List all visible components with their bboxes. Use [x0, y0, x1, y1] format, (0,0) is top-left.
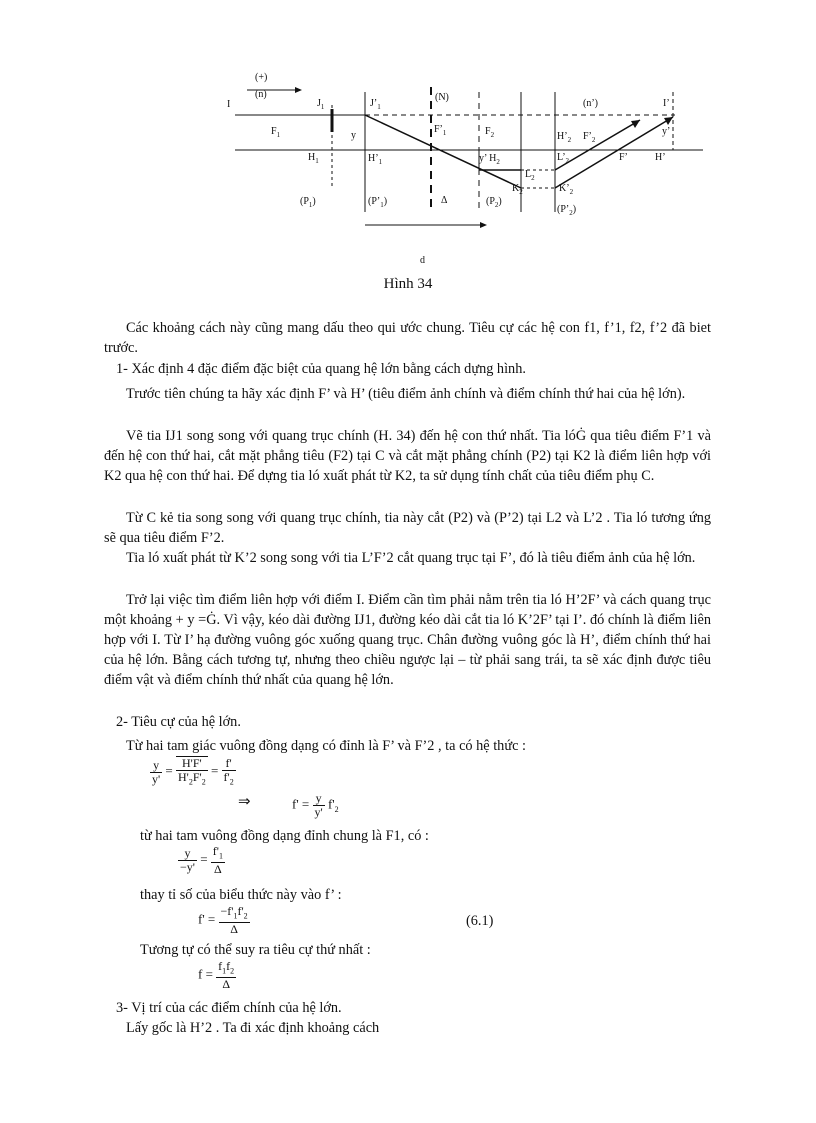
paragraph-11: Lấy gốc là H’2 . Ta đi xác định khoảng cách: [126, 1020, 380, 1036]
label-y: y: [351, 130, 356, 141]
label-d: d: [420, 255, 425, 266]
label-Lp2: $L’_2$: [557, 152, 570, 165]
label-L2: $L_2$: [525, 169, 535, 182]
label-Ip: I’: [663, 98, 670, 109]
eq1-frac-y: $\frac{y}{y'}$: [152, 757, 161, 786]
figure-caption: Hình 34: [383, 276, 433, 292]
sign-arrowhead: [295, 87, 302, 93]
equation-2: f' = $\frac{y}{y'}$ $f'_2$: [292, 791, 339, 819]
label-yp: y’: [662, 126, 671, 137]
label-Fp: F’: [619, 152, 628, 163]
paragraph-6: Trở lại việc tìm điểm liên hợp với điểm I. Điểm cần tìm phải nằm trên tia ló H’2F’ và cách quang trục một khoảng + y =Ġ. Vì vậy, kéo dài đường IJ1, đường kéo dài cắt tia ló K’2F’ tại I’. đó chính là điểm liên hợp với I. Từ I’ hạ đường vuông góc xuống quang trục. Chân đường vuông góc là H’, điểm chính thứ hai của hệ lớn. Bằng cách tương tự, nhưng theo chiều ngược lại – từ phải sang trái, ta sẽ xác định được tiêu điểm vật và điểm chính thứ nhất của quang hệ lớn.: [104, 592, 711, 688]
paragraph-8: từ hai tam vuông đồng dạng đỉnh chung là F1, có :: [140, 828, 429, 844]
label-K2: $K_2$: [512, 183, 523, 196]
label-H1: $H_1$: [308, 152, 319, 165]
label-delta: Δ: [441, 195, 448, 206]
label-Hp: H’: [655, 152, 666, 163]
delta-arrowhead: [480, 222, 487, 228]
paragraph-10: Tương tự có thể suy ra tiêu cự thứ nhất :: [140, 942, 371, 958]
label-F2: $F_2$: [485, 126, 495, 139]
label-np: (n’): [583, 98, 598, 109]
label-Hp1: $H’_1$: [368, 153, 383, 166]
paragraph-1: Các khoảng cách này cũng mang dấu theo qui ước chung. Tiêu cự các hệ con f1, f’1, f2, f’2 đã biet trước.: [104, 320, 711, 356]
label-Pp1: $(P’_1)$: [368, 196, 388, 209]
heading-3: 3- Vị trí của các điểm chính của hệ lớn.: [116, 1000, 342, 1016]
label-F1: $F_1$: [271, 126, 281, 139]
label-Jp1: $J’_1$: [370, 98, 381, 111]
equation-3: $\frac{y}{-y'}$ = $\frac{f'_1}{\Delta}$: [180, 844, 223, 877]
label-I: I: [227, 99, 231, 110]
eq1-frac-HF: $\frac{H'F'}{H'_2F'_2}$: [178, 756, 206, 787]
optics-diagram: [215, 62, 715, 282]
paragraph-7: Từ hai tam giác vuông đồng dạng có đỉnh là F’ và F’2 , ta có hệ thức :: [126, 738, 526, 754]
paragraph-5: Tia ló xuất phát từ K’2 song song với tia L’F’2 cắt quang trục tại F’, đó là tiêu điểm ảnh của hệ lớn.: [126, 550, 696, 566]
label-ypH2: y’ $H_2$: [479, 153, 500, 166]
paragraph-9: thay tỉ số của biểu thức này vào f’ :: [140, 887, 342, 903]
label-J1: $J_1$: [317, 98, 325, 111]
label-P2: $(P_2)$: [486, 196, 502, 209]
heading-1: 1- Xác định 4 đặc điểm đặc biệt của quang hệ lớn bằng cách dựng hình.: [116, 361, 526, 377]
equation-4: f' = $\frac{-f'_1f'_2}{\Delta}$: [198, 904, 248, 937]
heading-2: 2- Tiêu cự của hệ lớn.: [116, 714, 241, 730]
label-N: (N): [435, 92, 449, 103]
equation-5: f = $\frac{f_1f_2}{\Delta}$: [198, 959, 235, 992]
label-n: (n): [255, 89, 267, 100]
paragraph-4: Từ C kẻ tia song song với quang trục chính, tia này cắt (P2) và (P’2) tại L2 và L’2 . Tia ló tương ứng sẽ qua tiêu điểm F’2.: [104, 510, 711, 546]
label-P1: $(P_1)$: [300, 196, 316, 209]
label-Kp2: $K’_2$: [559, 183, 574, 196]
paragraph-3: Vẽ tia IJ1 song song với quang trục chính (H. 34) đến hệ con thứ nhất. Tia lóĠ qua tiêu điểm F’1 và đến hệ con thứ hai, cắt mặt phẳng tiêu (F2) tại C và cắt mặt phẳng chính (P2) tại K2 là điểm liên hợp với K2 qua hệ con thứ hai. Để dựng tia ló xuất phát từ K2, ta sử dụng tính chất của tiêu điểm phụ C.: [104, 428, 711, 484]
implies-arrow: ⇒: [238, 794, 251, 810]
label-Fp1: $F’_1$: [434, 124, 447, 137]
ray-J1-K2: [365, 115, 521, 188]
label-plus: (+): [255, 72, 268, 83]
equation-1: $\frac{y}{y'}$ = $\frac{H'F'}{H'_2F'_2}$ = $\frac{f'}{f'_2}$: [152, 755, 234, 787]
label-Hp2: $H’_2$: [557, 131, 572, 144]
eq1-frac-f: $\frac{f'}{f'_2}$: [223, 755, 234, 786]
label-Fp2: $F’_2$: [583, 131, 596, 144]
label-Pp2: $(P’_2)$: [557, 204, 577, 217]
equation-number: (6.1): [466, 913, 494, 929]
paragraph-2: Trước tiên chúng ta hãy xác định F’ và H’ (tiêu điểm ảnh chính và điểm chính thứ hai của hệ lớn).: [126, 386, 686, 402]
